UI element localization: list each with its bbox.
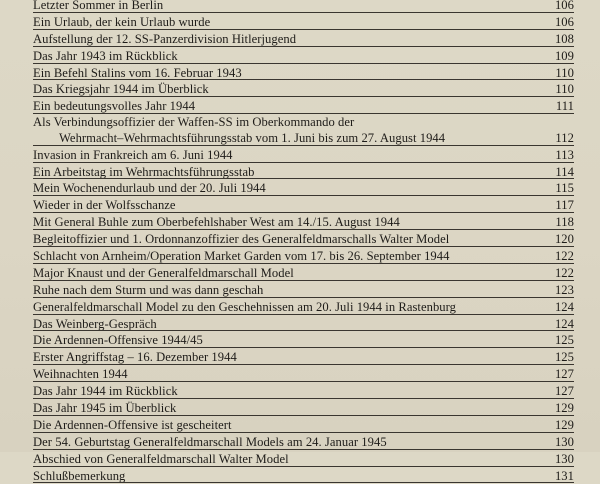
toc-entry (33, 282, 574, 299)
toc-entry (33, 349, 574, 366)
toc-entry-page: 113 (555, 147, 574, 162)
toc-entry-title: Major Knaust und der Generalfeldmarschall Model (33, 265, 294, 280)
toc-entry-title: Ein Arbeitstag im Wehrmachtsführungsstab (33, 164, 255, 179)
toc-entry-page: 130 (554, 451, 574, 466)
toc-entry-title: Aufstellung der 12. SS-Panzerdivision Hitlerjugend (33, 31, 297, 46)
toc-entry-title: Weihnachten 1944 (33, 367, 128, 382)
toc-entry-page: 106 (554, 0, 574, 12)
toc-entry-title: Invasion in Frankreich am 6. Juni 1944 (33, 147, 233, 162)
toc-entry-title: Das Kriegsjahr 1944 im Überblick (33, 82, 209, 97)
toc-entry-page: 118 (555, 215, 574, 230)
toc-entry (33, 451, 574, 468)
toc-entry-title: Begleitoffizier und 1. Ordonnanzoffizier des Generalfeldmarschalls Walter Model (33, 232, 450, 247)
toc-entry-page: 109 (554, 48, 574, 63)
toc-entry-page: 127 (554, 367, 574, 382)
toc-entry-page: 120 (554, 232, 574, 247)
toc-entry (33, 417, 574, 434)
toc-entry-title: Das Jahr 1944 im Rückblick (33, 384, 178, 399)
toc-entry (33, 115, 574, 130)
toc-entry-title: Das Jahr 1945 im Überblick (33, 400, 177, 415)
toc-entry (33, 299, 574, 316)
toc-entry-page: 117 (555, 198, 574, 213)
toc-entry (33, 434, 574, 451)
toc-entry-page: 127 (554, 384, 574, 399)
toc-entry-title: Erster Angriffstag – 16. Dezember 1944 (33, 350, 237, 365)
toc-entry-page: 114 (555, 164, 574, 179)
toc-entry-page: 122 (554, 265, 574, 280)
toc-entry (33, 147, 574, 164)
toc-entry (33, 248, 574, 265)
toc-entry (33, 316, 574, 333)
toc-entry (33, 31, 574, 48)
toc-entry (33, 98, 574, 115)
toc-entry-page: 106 (554, 14, 574, 29)
toc-entry-page: 129 (554, 417, 574, 432)
toc-entry-title: Die Ardennen-Offensive ist gescheitert (33, 417, 232, 432)
toc-entry-page: 130 (554, 434, 574, 449)
toc-entry-title: Abschied von Generalfeldmarschall Walter Model (33, 451, 289, 466)
toc-entry-title: Wieder in der Wolfsschanze (33, 198, 176, 213)
toc-entry-title: Ein Befehl Stalins vom 16. Februar 1943 (33, 65, 242, 80)
toc-entry (33, 130, 574, 147)
toc-entry-page: 124 (554, 316, 574, 331)
toc-entry-title: Als Verbindungsoffizier der Waffen-SS im Oberkommando der (33, 115, 355, 130)
toc-entry-title: Ein bedeutungsvolles Jahr 1944 (33, 99, 196, 114)
toc-entry-page: 123 (554, 282, 574, 297)
toc-entry-page: 110 (555, 82, 574, 97)
toc-entry (33, 180, 574, 197)
toc-entry (33, 48, 574, 65)
toc-entry-title: Letzter Sommer in Berlin (33, 0, 164, 12)
toc-entry-page: 108 (554, 31, 574, 46)
toc-entry-page: 112 (555, 130, 574, 145)
toc-entry-page: 110 (555, 65, 574, 80)
toc-entry-title: Schlacht von Arnheim/Operation Market Garden vom 17. bis 26. September 1944 (33, 248, 450, 263)
toc-entry-title: Das Jahr 1943 im Rückblick (33, 48, 178, 63)
toc-entry (33, 197, 574, 214)
toc-entry-page: 125 (554, 350, 574, 365)
toc-entry-title: Wehrmacht–Wehrmachtsführungsstab vom 1. Juni bis zum 27. August 1944 (59, 130, 446, 145)
toc-entry (33, 468, 574, 484)
table-of-contents (33, 0, 574, 484)
toc-entry-page: 122 (554, 248, 574, 263)
toc-entry (33, 366, 574, 383)
toc-entry (33, 14, 574, 31)
toc-entry (33, 164, 574, 181)
toc-entry (33, 383, 574, 400)
toc-entry-title: Ruhe nach dem Sturm und was dann geschah (33, 282, 264, 297)
toc-entry-page: 131 (554, 468, 574, 483)
toc-entry-title: Mein Wochenendurlaub und der 20. Juli 1944 (33, 181, 266, 196)
toc-entry-title: Ein Urlaub, der kein Urlaub wurde (33, 14, 211, 29)
toc-entry-page: 124 (554, 299, 574, 314)
toc-entry-title: Mit General Buhle zum Oberbefehlshaber West am 14./15. August 1944 (33, 215, 400, 230)
toc-entry (33, 332, 574, 349)
toc-entry (33, 400, 574, 417)
toc-entry-title: Das Weinberg-Gespräch (33, 316, 157, 331)
toc-entry (33, 65, 574, 82)
toc-entry-title: Die Ardennen-Offensive 1944/45 (33, 333, 203, 348)
toc-entry-title: Generalfeldmarschall Model zu den Geschehnissen am 20. Juli 1944 in Rastenburg (33, 299, 457, 314)
toc-entry (33, 81, 574, 98)
toc-entry (33, 231, 574, 248)
toc-entry-title: Der 54. Geburtstag Generalfeldmarschall Models am 24. Januar 1945 (33, 434, 387, 449)
toc-entry (33, 0, 574, 14)
toc-entry (33, 214, 574, 231)
toc-entry-page: 125 (554, 333, 574, 348)
toc-entry-page: 129 (554, 400, 574, 415)
toc-entry-page: 115 (555, 181, 574, 196)
toc-entry (33, 265, 574, 282)
toc-entry-page: 111 (555, 99, 574, 114)
toc-entry-title: Schlußbemerkung (33, 468, 126, 483)
